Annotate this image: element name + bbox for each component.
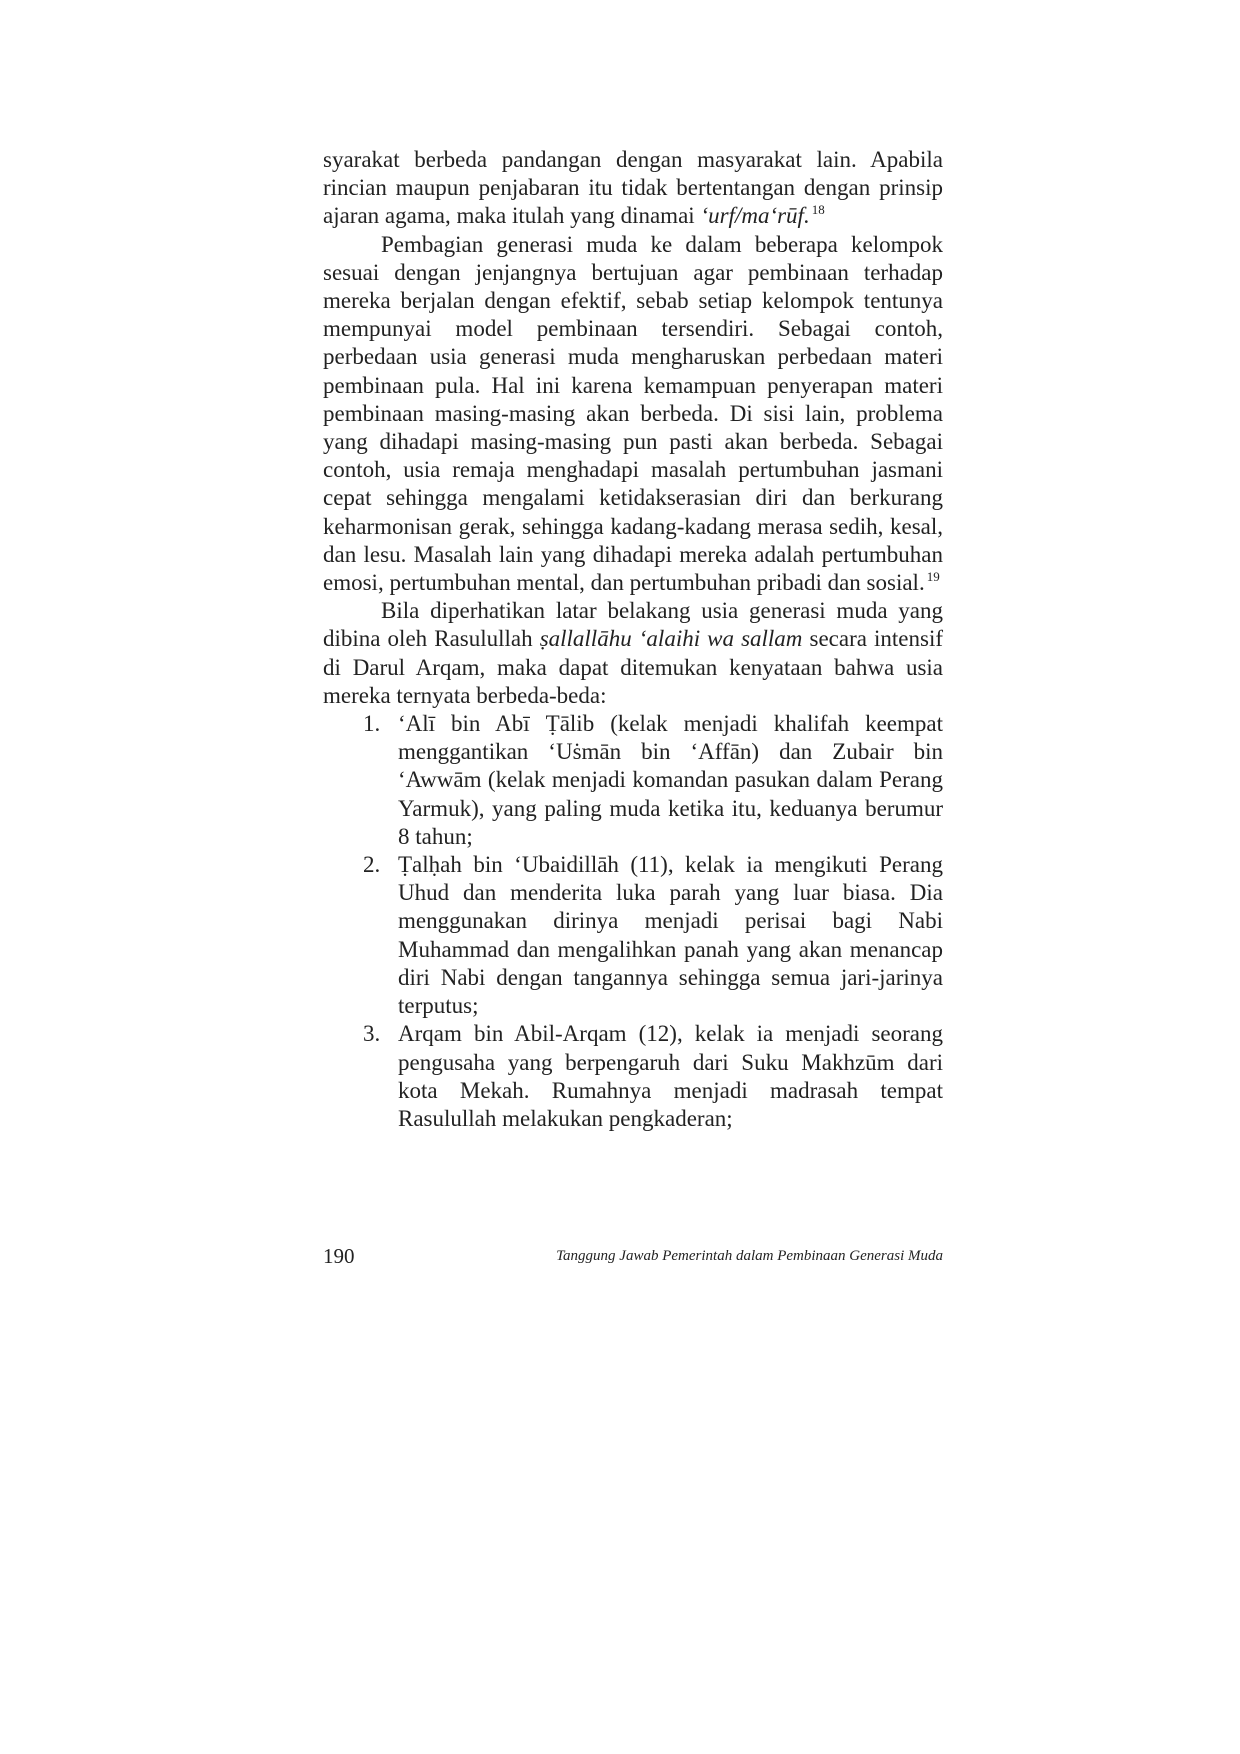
paragraph-3-text-after: secara intensif di Darul Arqam, maka dapat ditemukan kenyataan bahwa usia mereka ternyata berbeda-beda: bbox=[323, 626, 943, 708]
list-item-text: Ṭalḥah bin ‘Ubaidillāh (11), kelak ia mengikuti Perang Uhud dan menderita luka parah yang luar biasa. Dia menggunakan dirinya menjadi perisai bagi Nabi Muhammad dan mengalihkan panah yang akan menancap diri Nabi dengan tangannya sehingga semua jari-jarinya terputus; bbox=[398, 852, 943, 1019]
paragraph-3-text-before: Bila diperhatikan latar belakang usia generasi muda yang dibina oleh Rasulullah bbox=[323, 598, 943, 652]
paragraph-1 bbox=[323, 146, 943, 231]
page-footer bbox=[323, 1244, 943, 1274]
list-item-text: Arqam bin Abil-Arqam (12), kelak ia menjadi seorang pengusaha yang berpengaruh dari Suku Makhzūm dari kota Mekah. Rumahnya menjadi madrasah tempat Rasulullah melakukan pengkaderan; bbox=[398, 1021, 943, 1131]
paragraph-2-text: Pembagian generasi muda ke dalam beberapa kelompok sesuai dengan jenjangnya bertujuan agar pembinaan terhadap mereka berjalan dengan efektif, sebab setiap kelompok tentunya mempunyai model pembinaan tersendiri. Sebagai contoh, perbedaan usia generasi muda mengharuskan perbedaan materi pembinaan pula. Hal ini karena kemampuan penyerapan materi pembinaan masing-masing akan berbeda. Di sisi lain, problema yang dihadapi masing-masing pun pasti akan berbeda. Sebagai contoh, usia remaja menghadapi masalah pertumbuhan jasmani cepat sehingga mengalami ketidakserasian diri dan berkurang keharmonisan gerak, sehingga kadang-kadang merasa sedih, kesal, dan lesu. Masalah lain yang dihadapi mereka adalah pertumbuhan emosi, pertumbuhan mental, dan pertumbuhan pribadi dan sosial. bbox=[323, 231, 943, 596]
numbered-list bbox=[323, 710, 943, 1133]
list-item-number: 3. bbox=[363, 1021, 381, 1047]
list-item bbox=[323, 710, 943, 851]
running-title: Tanggung Jawab Pemerintah dalam Pembinaan Generasi Muda bbox=[556, 1248, 943, 1264]
list-item-number: 1. bbox=[363, 711, 381, 737]
body-text bbox=[323, 146, 943, 1133]
list-item bbox=[323, 851, 943, 1020]
footnote-ref-19[interactable]: 19 bbox=[926, 569, 940, 585]
page-number: 190 bbox=[323, 1244, 355, 1268]
list-item bbox=[323, 1020, 943, 1133]
footnote-ref-18[interactable]: 18 bbox=[811, 202, 825, 218]
honorific-phrase: ṣallallāhu ‘alaihi wa sallam bbox=[539, 626, 803, 652]
term-urf-maruf: ‘urf/ma‘rūf. bbox=[700, 203, 810, 229]
list-item-text: ‘Alī bin Abī Ṭālib (kelak menjadi khalifah keempat menggantikan ‘Uṡmān bin ‘Affān) dan Zubair bin ‘Awwām (kelak menjadi komandan pasukan dalam Perang Yarmuk), yang paling muda ketika itu, keduanya berumur 8 tahun; bbox=[398, 711, 943, 849]
list-item-number: 2. bbox=[363, 852, 381, 878]
paragraph-3 bbox=[323, 597, 943, 710]
paragraph-2 bbox=[323, 231, 943, 598]
paragraph-1-text: syarakat berbeda pandangan dengan masyarakat lain. Apabila rincian maupun penjabaran itu tidak bertentangan dengan prinsip ajaran agama, maka itulah yang dinamai bbox=[323, 147, 943, 229]
